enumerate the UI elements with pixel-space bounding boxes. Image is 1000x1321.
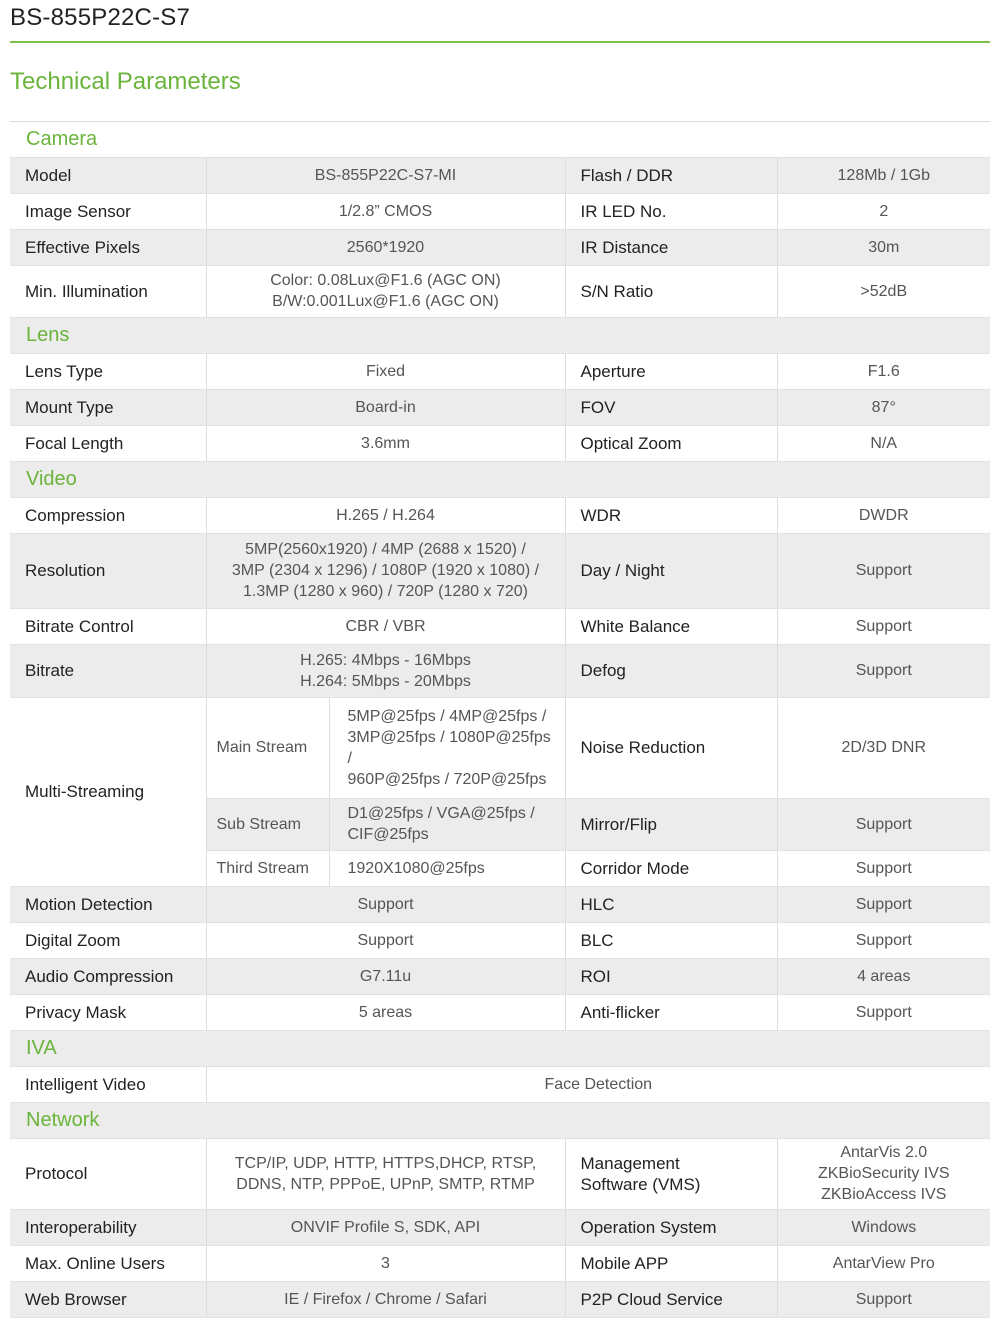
- spec-key: Protocol: [10, 1138, 206, 1209]
- spec-value: 30m: [777, 229, 990, 265]
- spec-value: 2560*1920: [206, 229, 565, 265]
- spec-value: H.265: 4Mbps - 16Mbps H.264: 5Mbps - 20Mbps: [206, 644, 565, 697]
- spec-value: 3: [206, 1245, 565, 1281]
- spec-key: Management Software (VMS): [565, 1138, 777, 1209]
- spec-row: [10, 608, 990, 644]
- spec-row: [10, 533, 990, 608]
- spec-value: G7.11u: [206, 958, 565, 994]
- spec-key: Interoperability: [10, 1209, 206, 1245]
- spec-value: 4 areas: [777, 958, 990, 994]
- spec-key: Operation System: [565, 1209, 777, 1245]
- spec-row: [10, 958, 990, 994]
- section-network: [10, 1102, 990, 1138]
- spec-value: AntarView Pro: [777, 1245, 990, 1281]
- spec-key: Web Browser: [10, 1281, 206, 1317]
- section-label: Lens: [10, 317, 990, 353]
- spec-key: White Balance: [565, 608, 777, 644]
- spec-key: HLC: [565, 886, 777, 922]
- spec-row: [10, 1209, 990, 1245]
- spec-key: S/N Ratio: [565, 265, 777, 317]
- spec-row: [10, 229, 990, 265]
- spec-value: Support: [777, 644, 990, 697]
- spec-row: [10, 425, 990, 461]
- spec-value: F1.6: [777, 353, 990, 389]
- spec-value: 1/2.8” CMOS: [206, 193, 565, 229]
- spec-table-container: [10, 121, 990, 1318]
- section-label: IVA: [10, 1030, 990, 1066]
- spec-value: TCP/IP, UDP, HTTP, HTTPS,DHCP, RTSP, DDNS, NTP, PPPoE, UPnP, SMTP, RTMP: [206, 1138, 565, 1209]
- spec-key: Multi-Streaming: [10, 697, 206, 886]
- spec-key: Optical Zoom: [565, 425, 777, 461]
- spec-row: [10, 922, 990, 958]
- spec-key: P2P Cloud Service: [565, 1281, 777, 1317]
- spec-key: Day / Night: [565, 533, 777, 608]
- section-iva: [10, 1030, 990, 1066]
- spec-value: Support: [777, 922, 990, 958]
- spec-row: [10, 1066, 990, 1102]
- section-label: Network: [10, 1102, 990, 1138]
- spec-value: Face Detection: [206, 1066, 990, 1102]
- spec-row: [10, 886, 990, 922]
- spec-value: H.265 / H.264: [206, 497, 565, 533]
- spec-row: [10, 157, 990, 193]
- section-camera: [10, 122, 990, 157]
- spec-key: Privacy Mask: [10, 994, 206, 1030]
- spec-key: ROI: [565, 958, 777, 994]
- spec-row: [10, 1245, 990, 1281]
- spec-key: Audio Compression: [10, 958, 206, 994]
- spec-value: ONVIF Profile S, SDK, API: [206, 1209, 565, 1245]
- spec-key: Digital Zoom: [10, 922, 206, 958]
- spec-value: DWDR: [777, 497, 990, 533]
- spec-key: Min. Illumination: [10, 265, 206, 317]
- stream-label: Third Stream: [206, 850, 329, 886]
- spec-value: Windows: [777, 1209, 990, 1245]
- spec-key: Anti-flicker: [565, 994, 777, 1030]
- model-title: BS-855P22C-S7: [10, 4, 191, 31]
- spec-key: Compression: [10, 497, 206, 533]
- stream-label: Sub Stream: [206, 798, 329, 850]
- spec-value: Support: [777, 1281, 990, 1317]
- spec-key: BLC: [565, 922, 777, 958]
- stream-value: 1920X1080@25fps: [329, 850, 565, 886]
- spec-row: [10, 497, 990, 533]
- spec-value: Support: [777, 798, 990, 850]
- spec-value: BS-855P22C-S7-MI: [206, 157, 565, 193]
- section-video: [10, 461, 990, 497]
- spec-value: Support: [777, 850, 990, 886]
- spec-value: Board-in: [206, 389, 565, 425]
- spec-key: Mobile APP: [565, 1245, 777, 1281]
- spec-value: CBR / VBR: [206, 608, 565, 644]
- spec-key: Lens Type: [10, 353, 206, 389]
- spec-value: Support: [777, 994, 990, 1030]
- spec-row: [10, 389, 990, 425]
- spec-key: Mount Type: [10, 389, 206, 425]
- stream-label: Main Stream: [206, 697, 329, 798]
- stream-value: D1@25fps / VGA@25fps / CIF@25fps: [329, 798, 565, 850]
- spec-value: >52dB: [777, 265, 990, 317]
- spec-value: Support: [777, 608, 990, 644]
- spec-key: Effective Pixels: [10, 229, 206, 265]
- technical-parameters-heading: Technical Parameters: [10, 68, 241, 95]
- spec-value: 2: [777, 193, 990, 229]
- spec-key: IR Distance: [565, 229, 777, 265]
- spec-key: Image Sensor: [10, 193, 206, 229]
- spec-row: [10, 353, 990, 389]
- multi-streaming-main-row: [10, 697, 990, 798]
- spec-row: [10, 994, 990, 1030]
- spec-table: [10, 122, 990, 1318]
- spec-key: Motion Detection: [10, 886, 206, 922]
- spec-value: IE / Firefox / Chrome / Safari: [206, 1281, 565, 1317]
- spec-value: Support: [777, 886, 990, 922]
- spec-key: Flash / DDR: [565, 157, 777, 193]
- spec-key: Focal Length: [10, 425, 206, 461]
- section-label: Video: [10, 461, 990, 497]
- spec-value: N/A: [777, 425, 990, 461]
- spec-value: 2D/3D DNR: [777, 697, 990, 798]
- spec-value: 5MP(2560x1920) / 4MP (2688 x 1520) / 3MP (2304 x 1296) / 1080P (1920 x 1080) / 1.3MP (1280 x 960) / 720P (1280 x 720): [206, 533, 565, 608]
- spec-key: Resolution: [10, 533, 206, 608]
- spec-row: [10, 644, 990, 697]
- spec-value: 5 areas: [206, 994, 565, 1030]
- spec-key: Max. Online Users: [10, 1245, 206, 1281]
- spec-value: Color: 0.08Lux@F1.6 (AGC ON) B/W:0.001Lux@F1.6 (AGC ON): [206, 265, 565, 317]
- spec-key: Noise Reduction: [565, 697, 777, 798]
- stream-value: 5MP@25fps / 4MP@25fps / 3MP@25fps / 1080P@25fps / 960P@25fps / 720P@25fps: [329, 697, 565, 798]
- spec-row: [10, 1138, 990, 1209]
- spec-key: IR LED No.: [565, 193, 777, 229]
- spec-value: Support: [206, 886, 565, 922]
- spec-key: FOV: [565, 389, 777, 425]
- spec-value: 87°: [777, 389, 990, 425]
- section-label: Camera: [10, 122, 990, 157]
- spec-key: Corridor Mode: [565, 850, 777, 886]
- spec-value: Fixed: [206, 353, 565, 389]
- spec-key: Defog: [565, 644, 777, 697]
- title-divider: [10, 41, 990, 43]
- section-lens: [10, 317, 990, 353]
- spec-key: Mirror/Flip: [565, 798, 777, 850]
- spec-row: [10, 193, 990, 229]
- spec-row: [10, 265, 990, 317]
- spec-key: WDR: [565, 497, 777, 533]
- spec-key: Model: [10, 157, 206, 193]
- spec-value: AntarVis 2.0 ZKBioSecurity IVS ZKBioAccess IVS: [777, 1138, 990, 1209]
- spec-value: Support: [206, 922, 565, 958]
- spec-key: Bitrate: [10, 644, 206, 697]
- spec-value: 3.6mm: [206, 425, 565, 461]
- spec-value: 128Mb / 1Gb: [777, 157, 990, 193]
- spec-key: Aperture: [565, 353, 777, 389]
- spec-value: Support: [777, 533, 990, 608]
- spec-row: [10, 1281, 990, 1317]
- spec-key: Bitrate Control: [10, 608, 206, 644]
- spec-key: Intelligent Video: [10, 1066, 206, 1102]
